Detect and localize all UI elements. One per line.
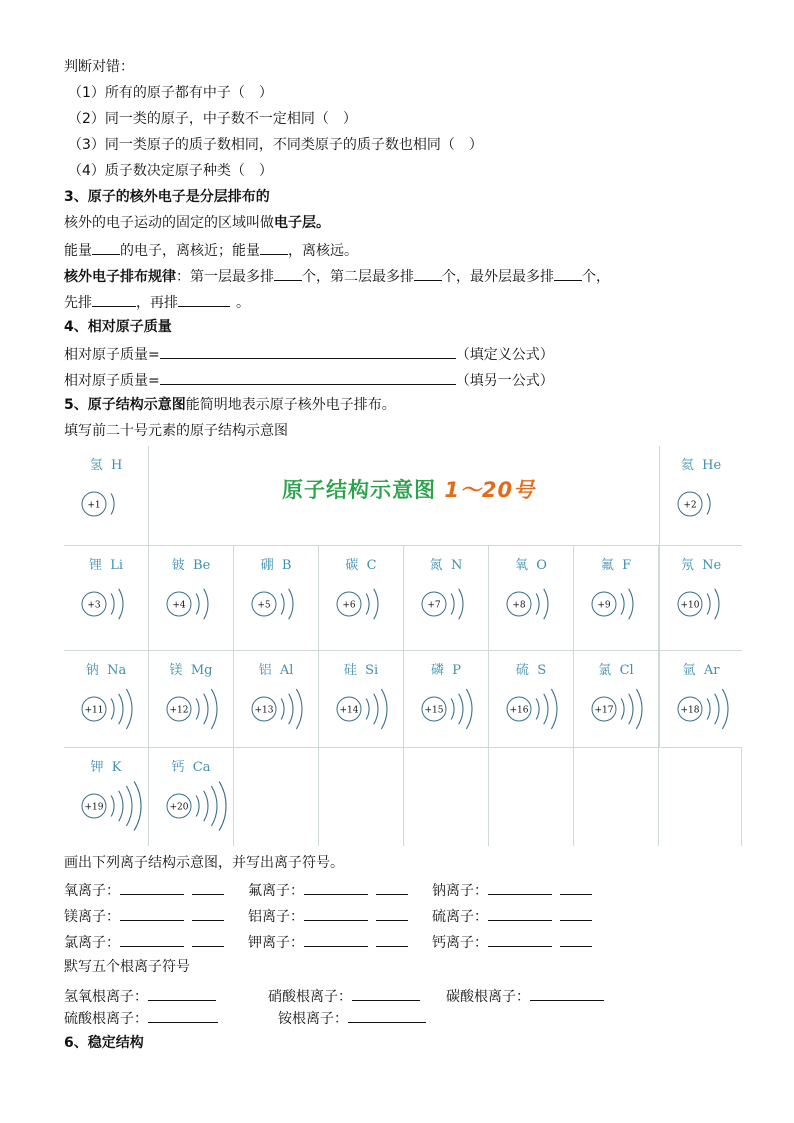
radical-symbol-blank[interactable] [348,1008,426,1023]
ion-label: 钠离子： [432,883,488,899]
ion-label: 镁离子： [64,909,120,925]
electron-shell-arc [551,689,557,729]
element-cell-s [489,651,574,748]
radical-item [278,1008,426,1028]
ion-diagram-blank[interactable] [304,932,368,947]
electron-shell-arc [629,694,633,724]
electron-shell-arc [715,694,719,724]
chart-range: 1～20号 [444,478,536,502]
formula1-note: （填定义公式） [455,347,554,363]
element-cell-b [234,546,319,651]
element-symbol: Al [279,663,294,678]
nuclear-charge: +17 [594,705,614,716]
arrangement-rule-line [64,266,610,286]
element-name: 钙 [171,760,185,775]
electron-shell-arc [707,699,710,720]
element-symbol: Cl [619,663,634,678]
nuclear-charge: +3 [87,600,101,611]
formula-line-1 [64,344,554,364]
ion-item [248,906,408,926]
element-symbol: N [450,558,463,573]
rule-label: 核外电子排布规律 [64,269,176,285]
atom-diagram [64,748,149,846]
electron-shell-arc [204,791,208,821]
empty-cell [659,748,742,846]
ion-symbol-blank[interactable] [376,880,408,895]
energy-text-c: ，离核远。 [288,243,358,259]
rule-text-b: 个，第二层最多排 [302,269,414,285]
radical-label: 铵根离子： [278,1011,348,1027]
electron-shell-arc [111,494,114,515]
formula2-note: （填另一公式） [455,373,554,389]
ion-label: 钙离子： [432,935,488,951]
element-symbol: K [111,760,122,775]
chart-title-cell [149,446,659,546]
order-text-c: 。 [236,295,250,311]
electron-shell-arc [111,699,114,720]
section5-term: 原子结构示意图 [87,397,186,413]
electron-shell-arc [134,781,141,830]
ion-label: 钾离子： [248,935,304,951]
energy-blank-1[interactable] [92,240,120,255]
ion-item [64,932,224,952]
element-name: 氟 [600,558,614,573]
atom-diagram [64,446,149,546]
element-symbol: He [702,458,722,473]
atom-diagram [234,546,319,651]
ion-item [64,906,224,926]
ion-label: 硫离子： [432,909,488,925]
element-cell-na [64,651,149,748]
electron-shell-arc [715,589,719,619]
element-symbol: Ne [702,558,722,573]
section3-title: 3、原子的核外电子是分层排布的 [64,189,270,205]
electron-shell-arc [196,594,199,615]
judge-item-1: （1）所有的原子都有中子（ ） [68,85,273,101]
electron-shell-arc [281,699,284,720]
element-name: 氢 [89,458,103,473]
electron-shell-arc [211,786,217,826]
nuclear-charge: +16 [509,705,529,716]
empty-cell [489,748,574,846]
element-name: 镁 [169,663,183,678]
element-symbol: F [622,558,632,573]
shell-def-term: 电子层。 [274,215,330,231]
element-cell-n [404,546,489,651]
order-blank-2[interactable] [178,292,230,307]
electron-shell-arc [707,494,710,515]
element-name: 钾 [90,760,104,775]
ion-symbol-blank[interactable] [192,906,224,921]
shell-def-text: 核外的电子运动的固定的区域叫做 [64,215,274,231]
ion-symbol-blank[interactable] [376,932,408,947]
electron-shell-arc [196,796,199,817]
atom-diagram [660,446,743,546]
element-symbol: Ar [703,663,720,678]
ion-diagram-blank[interactable] [120,880,184,895]
atom-diagram [64,651,149,748]
electron-shell-arc [451,594,454,615]
electron-shell-arc [211,689,217,729]
nuclear-charge: +11 [84,705,104,716]
electron-shell-arc [111,796,114,817]
atom-diagram [319,546,404,651]
section6-title: 6、稳定结构 [64,1035,144,1051]
element-name: 氖 [680,558,694,573]
order-blank-1[interactable] [92,292,136,307]
element-cell-h [64,446,149,546]
electron-shell-arc [366,594,369,615]
element-cell-o [489,546,574,651]
energy-blank-2[interactable] [260,240,288,255]
ion-item [64,880,224,900]
element-symbol: Na [107,663,127,678]
electron-shell-arc [544,589,548,619]
atom-diagram [660,546,743,651]
element-cell-li [64,546,149,651]
element-name: 铝 [258,663,272,678]
nuclear-charge: +13 [254,705,274,716]
nuclear-charge: +18 [680,705,700,716]
ion-diagram-blank[interactable] [304,906,368,921]
formula2-label: 相对原子质量= [64,373,160,389]
electron-shell-arc [204,694,208,724]
element-name: 硫 [515,663,529,678]
ion-symbol-blank[interactable] [560,932,592,947]
nuclear-charge: +4 [172,600,186,611]
order-text-a: 先排 [64,295,92,311]
ion-label: 氟离子： [248,883,304,899]
formula1-label: 相对原子质量= [64,347,160,363]
ion-diagram-blank[interactable] [488,880,552,895]
electron-shell-arc [119,694,123,724]
electron-shell-arc [629,589,633,619]
element-cell-k [64,748,149,846]
radical-item [64,986,216,1006]
element-name: 碳 [345,558,359,573]
rule-blank-3[interactable] [554,266,582,281]
judge-item-3: （3）同一类原子的质子数相同，不同类原子的质子数也相同（ ） [68,137,483,153]
ion-label: 氧离子： [64,883,120,899]
element-symbol: Ca [192,760,211,775]
electron-shell-arc [544,694,548,724]
atom-diagram [574,546,659,651]
ion-symbol-blank[interactable] [376,906,408,921]
element-symbol: P [452,663,462,678]
electron-shell-arc [722,689,728,729]
radical-label: 氢氧根离子： [64,989,148,1005]
section4-title: 4、相对原子质量 [64,319,172,335]
radical-symbol-blank[interactable] [530,986,604,1001]
electron-shell-arc [126,689,132,729]
atomic-structure-chart [64,446,742,846]
judge-item-4: （4）质子数决定原子种类（ ） [68,163,273,179]
ion-item [432,880,592,900]
ion-symbol-blank[interactable] [560,880,592,895]
rule-text-a: ：第一层最多排 [176,269,274,285]
electron-shell-arc [707,594,710,615]
ion-item [248,932,408,952]
rule-blank-2[interactable] [414,266,442,281]
rule-text-c: 个，最外层最多排 [442,269,554,285]
ion-label: 铝离子： [248,909,304,925]
element-cell-p [404,651,489,748]
formula-line-2 [64,370,554,390]
atom-diagram [149,651,234,748]
ion-item [248,880,408,900]
nuclear-charge: +7 [427,600,441,611]
nuclear-charge: +15 [424,705,444,716]
element-name: 氮 [429,558,443,573]
ion-item [432,906,592,926]
atom-diagram [234,651,319,748]
electron-shell-arc [621,699,624,720]
electron-shell-arc [289,589,293,619]
element-symbol: Be [193,558,211,573]
radical-label: 碳酸根离子： [446,989,530,1005]
element-name: 氯 [598,663,612,678]
radical-symbol-blank[interactable] [352,986,420,1001]
element-name: 氩 [682,663,696,678]
electron-shell-arc [374,589,378,619]
electron-shell-arc [281,594,284,615]
radical-symbol-blank[interactable] [148,986,216,1001]
empty-cell [574,748,659,846]
electron-shell-arc [374,694,378,724]
ion-diagram-blank[interactable] [304,880,368,895]
element-cell-f [574,546,659,651]
electron-shell-arc [636,689,642,729]
element-symbol: H [110,458,123,473]
ion-label: 氯离子： [64,935,120,951]
section5-number: 5、 [64,397,88,413]
electron-shell-arc [536,594,539,615]
element-symbol: O [536,558,547,573]
element-cell-cl [574,651,659,748]
element-cell-si [319,651,404,748]
empty-cell [234,748,319,846]
element-cell-al [234,651,319,748]
radical-label: 硝酸根离子： [268,989,352,1005]
electron-shell-arc [296,689,302,729]
element-cell-ne [659,546,742,651]
element-cell-he [659,446,742,546]
element-cell-be [149,546,234,651]
element-cell-c [319,546,404,651]
ions-prompt: 画出下列离子结构示意图，并写出离子符号。 [64,855,344,871]
element-name: 氦 [680,458,694,473]
atom-diagram [149,748,234,846]
electron-shell-arc [621,594,624,615]
fill-prompt: 填写前二十号元素的原子结构示意图 [64,423,288,439]
ion-diagram-blank[interactable] [488,932,552,947]
radical-item [446,986,604,1006]
electron-shell-arc [126,786,132,826]
energy-line [64,240,358,260]
electron-shell-arc [366,699,369,720]
nuclear-charge: +12 [169,705,189,716]
nuclear-charge: +10 [680,600,700,611]
nuclear-charge: +5 [257,600,271,611]
nuclear-charge: +20 [169,802,189,813]
chart-title-text: 原子结构示意图 [282,478,436,502]
radical-symbol-blank[interactable] [148,1008,218,1023]
element-name: 磷 [430,663,444,678]
empty-cell [319,748,404,846]
ion-item [432,932,592,952]
element-name: 锂 [88,558,102,573]
element-name: 铍 [171,558,185,573]
nuclear-charge: +1 [87,500,101,511]
atom-diagram [404,651,489,748]
nuclear-charge: +2 [683,500,697,511]
electron-shell-arc [196,699,199,720]
ion-diagram-blank[interactable] [488,906,552,921]
element-symbol: Li [110,558,124,573]
radical-label: 硫酸根离子： [64,1011,148,1027]
element-symbol: Mg [190,663,213,678]
atom-diagram [489,546,574,651]
formula1-blank[interactable] [160,344,456,359]
electron-shell-arc [119,589,123,619]
chart-title [282,474,535,504]
order-text-b: ，再排 [136,295,178,311]
electron-shell-definition [64,214,330,232]
element-symbol: Si [365,663,379,678]
ion-symbol-blank[interactable] [192,932,224,947]
nuclear-charge: +8 [512,600,526,611]
electron-shell-arc [459,589,463,619]
element-name: 硼 [260,558,274,573]
element-cell-ca [149,748,234,846]
element-symbol: B [281,558,292,573]
electron-shell-arc [219,781,226,830]
radical-item [268,986,420,1006]
atom-diagram [149,546,234,651]
judge-heading: 判断对错： [64,59,134,75]
rule-blank-1[interactable] [274,266,302,281]
rule-text-d: 个， [582,269,610,285]
atom-diagram [574,651,659,748]
element-name: 氧 [515,558,529,573]
order-line [64,292,250,312]
element-name: 硅 [343,663,357,678]
atom-diagram [319,651,404,748]
element-cell-mg [149,651,234,748]
nuclear-charge: +14 [339,705,359,716]
energy-text-a: 能量 [64,243,92,259]
formula2-blank[interactable] [160,370,456,385]
nuclear-charge: +19 [84,802,104,813]
section5-line [64,396,396,414]
section5-text: 能简明地表示原子核外电子排布。 [185,397,396,413]
judge-item-2: （2）同一类的原子，中子数不一定相同（ ） [68,111,357,127]
empty-cell [404,748,489,846]
ion-diagram-blank[interactable] [120,906,184,921]
atom-diagram [489,651,574,748]
element-symbol: C [366,558,377,573]
ion-diagram-blank[interactable] [120,932,184,947]
electron-shell-arc [381,689,387,729]
ion-symbol-blank[interactable] [192,880,224,895]
electron-shell-arc [204,589,208,619]
electron-shell-arc [466,689,472,729]
electron-shell-arc [459,694,463,724]
radical-item [64,1008,218,1028]
ion-symbol-blank[interactable] [560,906,592,921]
element-cell-ar [659,651,742,748]
element-name: 钠 [85,663,99,678]
electron-shell-arc [111,594,114,615]
atom-diagram [660,651,743,748]
element-symbol: S [537,663,547,678]
radicals-prompt: 默写五个根离子符号 [64,959,190,975]
electron-shell-arc [119,791,123,821]
nuclear-charge: +9 [597,600,611,611]
atom-diagram [64,546,149,651]
electron-shell-arc [451,699,454,720]
nuclear-charge: +6 [342,600,356,611]
atom-diagram [404,546,489,651]
energy-text-b: 的电子，离核近；能量 [120,243,260,259]
electron-shell-arc [536,699,539,720]
electron-shell-arc [289,694,293,724]
